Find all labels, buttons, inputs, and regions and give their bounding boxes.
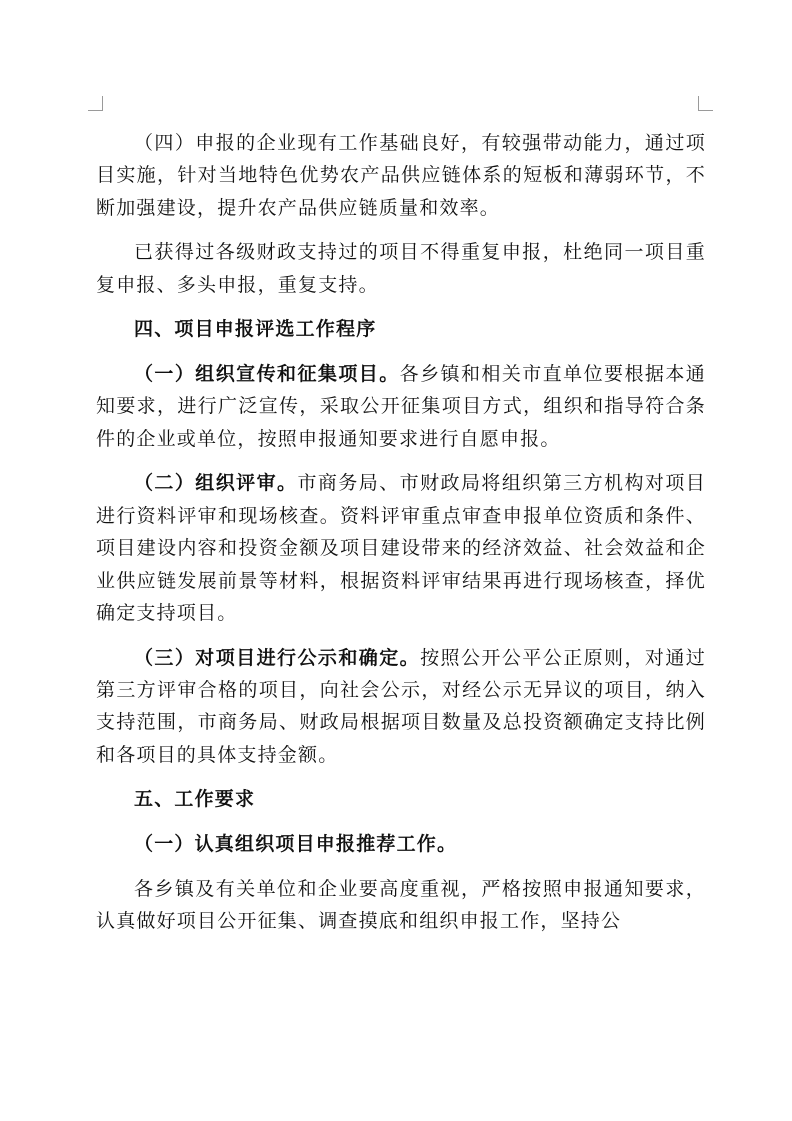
paragraph-procedure-3	[96, 642, 706, 772]
paragraph-procedure-1	[96, 358, 706, 455]
crop-mark-top-right	[698, 96, 713, 111]
paragraph-procedure-2	[96, 467, 706, 629]
paragraph-text: 各乡镇及有关单位和企业要高度重视，严格按照申报通知要求，认真做好项目公开征集、调查摸底和组织申报工作，坚持公	[96, 877, 706, 933]
paragraph-text: （四）申报的企业现有工作基础良好，有较强带动能力，通过项目实施，针对当地特色优势农产品供应链体系的短板和薄弱环节，不断加强建设，提升农产品供应链质量和效率。	[96, 132, 706, 219]
crop-mark-top-left	[88, 96, 103, 111]
paragraph-requirement-4	[96, 127, 706, 224]
paragraph-text: 市商务局、市财政局将组织第三方机构对项目进行资料评审和现场核查。资料评审重点审查申报单位资质和条件、项目建设内容和投资金额及项目建设带来的经济效益、社会效益和企业供应链发展前景等材料，根据资料评审结果再进行现场核查，择优确定支持项目。	[96, 472, 706, 625]
paragraph-lead: （三）对项目进行公示和确定。	[134, 646, 421, 669]
paragraph-lead: （一）组织宣传和征集项目。	[134, 363, 400, 385]
section-heading-text: 四、项目申报评选工作程序	[134, 318, 377, 341]
section-heading-procedure	[96, 313, 706, 345]
section-heading-text: 五、工作要求	[134, 788, 256, 811]
paragraph-text: 各乡镇和相关市直单位要根据本通知要求，进行广泛宣传，采取公开征集项目方式，组织和指导符合条件的企业或单位，按照申报通知要求进行自愿申报。	[96, 363, 706, 450]
paragraph-lead: （一）认真组织项目申报推荐工作。	[134, 833, 458, 856]
paragraph-text: 按照公开公平公正原则，对通过第三方评审合格的项目，向社会公示，对经公示无异议的项目，纳入支持范围，市商务局、财政局根据项目数量及总投资额确定支持比例和各项目的具体支持金额。	[96, 646, 706, 766]
section-heading-requirements	[96, 783, 706, 815]
paragraph-lead: （二）组织评审。	[134, 472, 298, 495]
paragraph-requirement-body-1	[96, 873, 706, 938]
paragraph-no-duplicate-support	[96, 236, 706, 301]
paragraph-text: 已获得过各级财政支持过的项目不得重复申报，杜绝同一项目重复申报、多头申报，重复支持。	[96, 241, 706, 296]
paragraph-requirement-heading-1	[96, 828, 706, 860]
document-body	[96, 127, 706, 937]
